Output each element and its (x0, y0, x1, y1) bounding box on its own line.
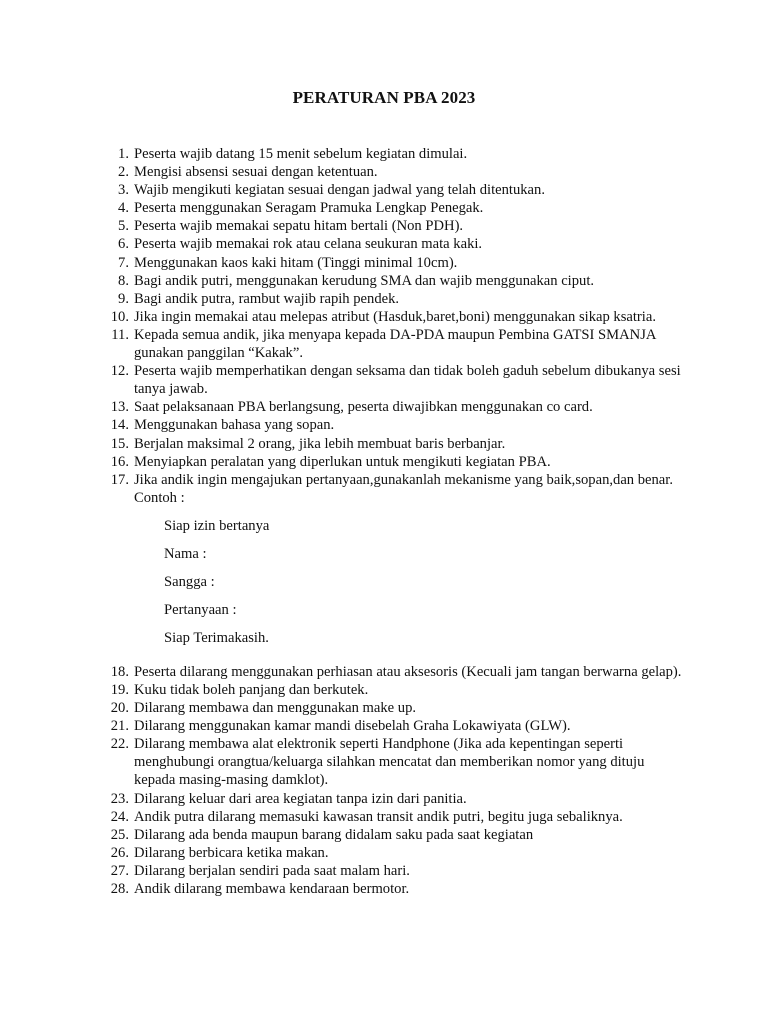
rules-list (108, 145, 688, 898)
rule-number: 19. (110, 681, 129, 698)
rule-number: 5. (118, 218, 129, 235)
rule-item (108, 362, 688, 398)
rule-text: Peserta wajib memakai rok atau celana seukuran mata kaki. (134, 236, 483, 253)
rule-item (108, 717, 688, 735)
rule-number: 18. (110, 663, 129, 680)
rule-number: 17. (110, 471, 129, 488)
rule-item (108, 290, 688, 308)
rule-number: 6. (118, 236, 129, 253)
rule-text: Menggunakan bahasa yang sopan. (134, 417, 335, 434)
rule-number: 3. (118, 182, 129, 199)
rule-text: Kepada semua andik, jika menyapa kepada DA-PDA maupun Pembina GATSI SMANJA gunakan panggilan “Kakak”. (134, 326, 656, 362)
rule-item (108, 163, 688, 181)
rule-item (108, 145, 688, 163)
document-title: PERATURAN PBA 2023 (292, 88, 476, 107)
rule-number: 24. (110, 808, 129, 825)
rule-text: Andik putra dilarang memasuki kawasan transit andik putri, begitu juga sebaliknya. (134, 808, 623, 825)
rule-item (108, 272, 688, 290)
rule-item (108, 880, 688, 898)
rule-item (108, 254, 688, 272)
rule-text: Jika ingin memakai atau melepas atribut (Hasduk,baret,boni) menggunakan sikap ksatria. (134, 308, 656, 325)
rule-item (108, 862, 688, 880)
rule-text: Peserta dilarang menggunakan perhiasan atau aksesoris (Kecuali jam tangan berwarna gelap). (134, 663, 682, 680)
rule-number: 21. (110, 718, 129, 735)
rule-number: 14. (110, 417, 129, 434)
rule-number: 1. (118, 146, 129, 162)
rule-number: 8. (118, 272, 129, 289)
example-line: Nama : (164, 545, 207, 562)
rule-text: Bagi andik putri, menggunakan kerudung SMA dan wajib menggunakan ciput. (134, 272, 595, 289)
rule-text: Dilarang keluar dari area kegiatan tanpa izin dari panitia. (134, 790, 467, 807)
rule-number: 26. (110, 844, 129, 861)
rule-text: Wajib mengikuti kegiatan sesuai dengan jadwal yang telah ditentukan. (134, 182, 545, 199)
rule-text: Peserta wajib memakai sepatu hitam bertali (Non PDH). (134, 218, 464, 235)
rule-item (108, 699, 688, 717)
rule-text: Dilarang membawa alat elektronik seperti Handphone (Jika ada kepentingan seperti menghubungi orangtua/keluarga silahkan mencatat dan memberikan nomor yang dituju kepada masing-masing damklot). (134, 736, 645, 789)
rule-number: 20. (110, 700, 129, 717)
rule-item (108, 308, 688, 326)
question-example (164, 517, 688, 657)
rule-number: 7. (118, 254, 129, 271)
rule-text: Dilarang ada benda maupun barang didalam saku pada saat kegiatan (134, 826, 534, 843)
rule-number: 28. (110, 881, 129, 897)
rule-item (108, 435, 688, 453)
example-line: Siap Terimakasih. (164, 629, 269, 646)
rule-text: Menyiapkan peralatan yang diperlukan untuk mengikuti kegiatan PBA. (134, 453, 551, 470)
rule-number: 11. (111, 326, 129, 343)
rule-item (108, 790, 688, 808)
rule-text: Andik dilarang membawa kendaraan bermotor. (134, 881, 410, 897)
rule-text: Bagi andik putra, rambut wajib rapih pendek. (134, 290, 400, 307)
rule-item (108, 326, 688, 362)
rule-number: 16. (110, 453, 129, 470)
rule-text: Mengisi absensi sesuai dengan ketentuan. (134, 164, 378, 181)
rule-text: Dilarang membawa dan menggunakan make up. (134, 700, 417, 717)
rule-number: 9. (118, 290, 129, 307)
rule-item (108, 681, 688, 699)
rule-text: Jika andik ingin mengajukan pertanyaan,gunakanlah mekanisme yang baik,sopan,dan benar. Contoh : (134, 471, 673, 506)
rule-text: Dilarang berbicara ketika makan. (134, 844, 329, 861)
rule-text: Dilarang menggunakan kamar mandi disebelah Graha Lokawiyata (GLW). (134, 718, 571, 735)
rule-item (108, 808, 688, 826)
rule-text: Peserta wajib datang 15 menit sebelum kegiatan dimulai. (134, 146, 468, 162)
rule-item (108, 826, 688, 844)
rule-number: 22. (110, 736, 129, 753)
rule-item (108, 199, 688, 217)
rule-number: 2. (118, 164, 129, 181)
rule-item (108, 735, 688, 789)
rule-item (108, 471, 688, 657)
rule-text: Kuku tidak boleh panjang dan berkutek. (134, 681, 369, 698)
rule-text: Menggunakan kaos kaki hitam (Tinggi minimal 10cm). (134, 254, 458, 271)
rule-number: 23. (110, 790, 129, 807)
rule-text: Peserta menggunakan Seragam Pramuka Lengkap Penegak. (134, 200, 484, 217)
rule-number: 4. (118, 200, 129, 217)
example-line: Siap izin bertanya (164, 517, 270, 534)
rule-number: 12. (110, 363, 129, 380)
rule-item (108, 235, 688, 253)
rule-item (108, 416, 688, 434)
rule-text: Dilarang berjalan sendiri pada saat malam hari. (134, 862, 410, 879)
rule-number: 13. (110, 399, 129, 416)
rule-number: 10. (110, 308, 129, 325)
rule-item (108, 217, 688, 235)
example-line: Pertanyaan : (164, 601, 237, 618)
rule-item (108, 398, 688, 416)
rule-number: 27. (110, 862, 129, 879)
rule-number: 15. (110, 435, 129, 452)
rule-number: 25. (110, 826, 129, 843)
rule-text: Berjalan maksimal 2 orang, jika lebih membuat baris berbanjar. (134, 435, 506, 452)
example-line: Sangga : (164, 573, 215, 590)
rule-text: Peserta wajib memperhatikan dengan seksama dan tidak boleh gaduh sebelum dibukanya sesi tanya jawab. (134, 363, 681, 398)
rule-item (108, 181, 688, 199)
rule-text: Saat pelaksanaan PBA berlangsung, peserta diwajibkan menggunakan co card. (134, 399, 593, 416)
rule-item (108, 453, 688, 471)
rule-item (108, 844, 688, 862)
rule-item (108, 663, 688, 681)
